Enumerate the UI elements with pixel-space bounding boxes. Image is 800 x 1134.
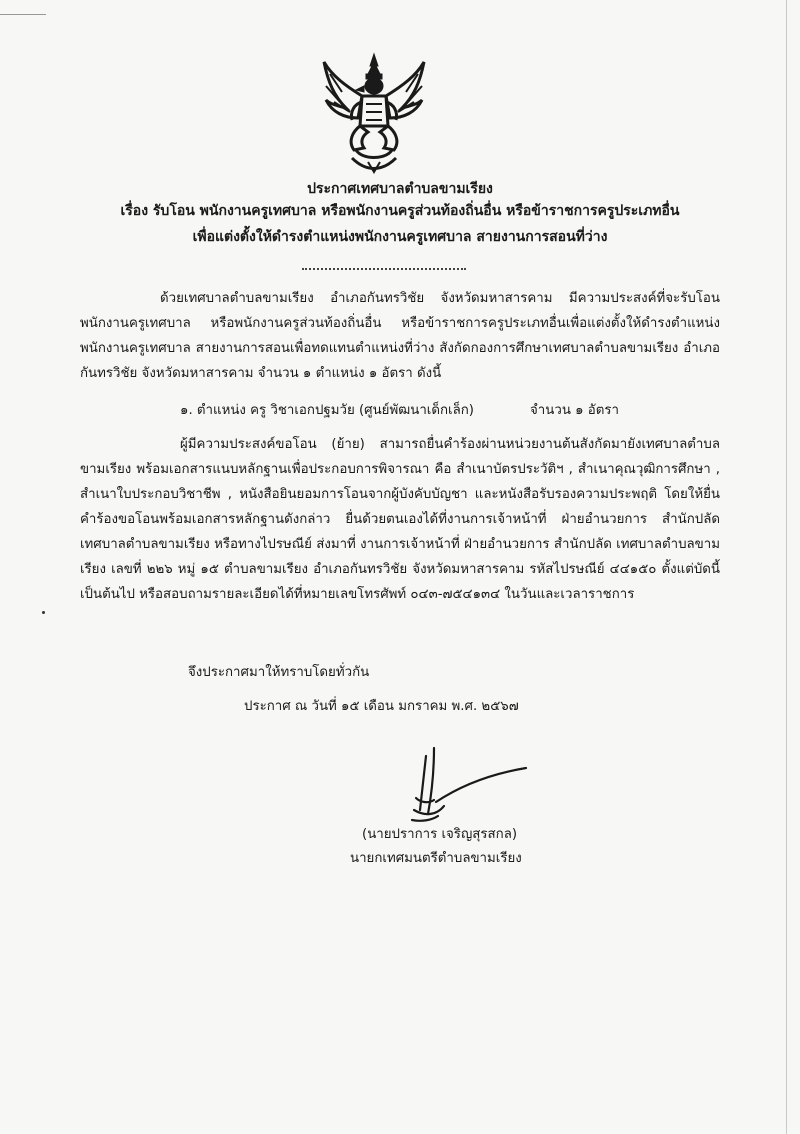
signer-position: นายกเทศมนตรีตำบลขามเรียง [350, 851, 522, 866]
paragraph-instructions: ผู้มีความประสงค์ขอโอน (ย้าย) สามารถยื่นคำร้องผ่านหน่วยงานต้นสังกัดมายังเทศบาลตำบลขามเรียง พร้อมเอกสารแนบหลักฐานเพื่อประกอบการพิจารณา คือ สำเนาบัตรประวัติฯ , สำเนาคุณวุฒิการศึกษา , สำเนาใบประกอบวิชาชีพ , หนังสือยินยอมการโอนจากผู้บังคับบัญชา และหนังสือรับรองความประพฤติ โดยให้ยื่นคำร้องขอโอนพร้อมเอกสารหลักฐานดังกล่าว ยื่นด้วยตนเองได้ที่งานการเจ้าหน้าที่ ฝ่ายอำนวยการ สำนักปลัด เทศบาลตำบลขามเรียง หรือทางไปรษณีย์ ส่งมาที่ งานการเจ้าหน้าที่ ฝ่ายอำนวยการ สำนักปลัด เทศบาลตำบลขามเรียง เลขที่ ๒๒๖ หมู่ ๑๕ ตำบลขามเรียง อำเภอกันทรวิชัย จังหวัดมหาสารคาม รหัสไปรษณีย์ ๔๔๑๕๐ ตั้งแต่บัดนี้เป็นต้นไป หรือสอบถามรายละเอียดได้ที่หมายเลขโทรศัพท์ ๐๔๓-๗๕๔๑๓๔ ในวันและเวลาราชการ [80, 437, 720, 602]
scan-speck [42, 611, 45, 614]
garuda-emblem-icon [318, 52, 430, 174]
dateline: ประกาศ ณ วันที่ ๑๕ เดือน มกราคม พ.ศ. ๒๕๖๗ [244, 699, 519, 714]
announcement-line: จึงประกาศมาให้ทราบโดยทั่วกัน [188, 665, 370, 680]
handwritten-signature [404, 740, 534, 826]
paragraph-intro: ด้วยเทศบาลตำบลขามเรียง อำเภอกันทรวิชัย จังหวัดมหาสารคาม มีความประสงค์ที่จะรับโอนพนักงานครูเทศบาล หรือพนักงานครูส่วนท้องถิ่นอื่น หรือข้าราชการครูประเภทอื่นเพื่อแต่งตั้งให้ดำรงตำแหน่งพนักงานครูเทศบาล สายงานการสอนเพื่อทดแทนตำแหน่งที่ว่าง สังกัดกองการศึกษาเทศบาลตำบลขามเรียง อำเภอกันทรวิชัย จังหวัดมหาสารคาม จำนวน ๑ ตำแหน่ง ๑ อัตรา ดังนี้ [80, 291, 720, 381]
scan-edge-top [0, 14, 46, 15]
position-item [180, 398, 620, 423]
dotted-divider [302, 268, 466, 270]
subject-line-2: เพื่อแต่งตั้งให้ดำรงตำแหน่งพนักงานครูเทศบาล สายงานการสอนที่ว่าง [192, 229, 608, 245]
signer-name: (นายปราการ เจริญสุรสกล) [362, 827, 518, 842]
subject-line-1: เรื่อง รับโอน พนักงานครูเทศบาล หรือพนักงานครูส่วนท้องถิ่นอื่น หรือข้าราชการครูประเภทอื่น [120, 203, 680, 219]
document-title: ประกาศเทศบาลตำบลขามเรียง [307, 181, 493, 197]
scan-edge-right [786, 0, 787, 1134]
position-item-count: จำนวน ๑ อัตรา [530, 403, 620, 418]
position-item-label: ๑. ตำแหน่ง ครู วิชาเอกปฐมวัย (ศูนย์พัฒนาเด็กเล็ก) [180, 403, 474, 418]
